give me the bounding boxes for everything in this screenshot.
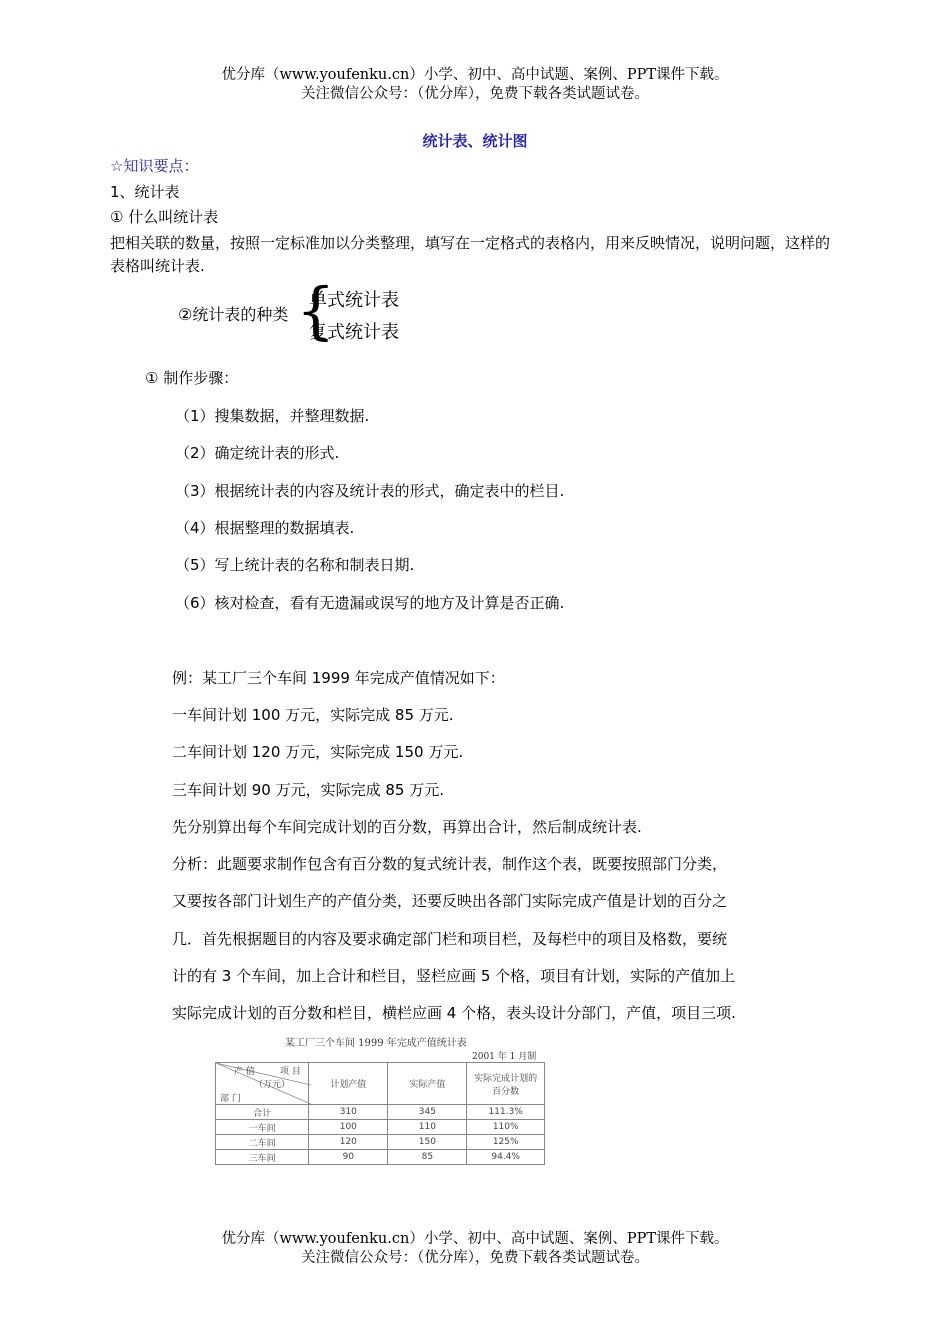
table-cell: 二车间 [216, 1135, 309, 1150]
table-cell: 111.3% [467, 1105, 545, 1120]
table-cell: 345 [388, 1105, 467, 1120]
step-item: （5）写上统计表的名称和制表日期. [175, 556, 415, 574]
table-caption: 某工厂三个车间 1999 年完成产值统计表 [285, 1038, 467, 1049]
statistics-table [215, 1062, 545, 1165]
analysis-line: 计的有 3 个车间，加上合计和栏目，竖栏应画 5 个格，项目有计划，实际的产值加上 [172, 967, 736, 985]
table-cell: 120 [309, 1135, 388, 1150]
footer-line-2: 关注微信公众号：（优分库），免费下载各类试题试卷。 [301, 1250, 649, 1266]
step-item: （2）确定统计表的形式. [175, 444, 340, 462]
page-title: 统计表、统计图 [422, 132, 528, 150]
table-header-row [216, 1063, 545, 1105]
step-item: （4）根据整理的数据填表. [175, 519, 355, 537]
analysis-line: 又要按各部门计划生产的产值分类，还要反映出各部门实际完成产值是计划的百分之 [172, 892, 728, 910]
example-line: 一车间计划 100 万元，实际完成 85 万元. [172, 706, 454, 724]
brace-symbol: { [296, 274, 336, 347]
table-cell: 100 [309, 1120, 388, 1135]
corner-label-department: 部 门 [220, 1094, 241, 1104]
table-row [216, 1120, 545, 1135]
table-row [216, 1135, 545, 1150]
table-cell: 310 [309, 1105, 388, 1120]
table-cell: 110 [388, 1120, 467, 1135]
header-line-1: 优分库（www.youfenku.cn）小学、初中、高中试题、案例、PPT课件下载。 [221, 67, 729, 83]
subheading-1: 1、统计表 [110, 183, 180, 201]
table-date: 2001 年 1 月制 [472, 1052, 537, 1062]
step-item: （3）根据统计表的内容及统计表的形式，确定表中的栏目. [175, 482, 565, 500]
table-cell: 94.4% [467, 1150, 545, 1165]
table-corner-cell [216, 1063, 309, 1105]
table-cell: 三车间 [216, 1150, 309, 1165]
table-cell: 合计 [216, 1105, 309, 1120]
column-header: 实际产值 [388, 1063, 467, 1105]
table-cell: 150 [388, 1135, 467, 1150]
analysis-line: 实际完成计划的百分数和栏目，横栏应画 4 个格，表头设计分部门，产值，项目三项. [172, 1004, 736, 1022]
kind-item-compound: 复式统计表 [309, 322, 399, 343]
table-row [216, 1150, 545, 1165]
example-line: 三车间计划 90 万元，实际完成 85 万元. [172, 781, 445, 799]
corner-label-item: 项 目 [280, 1067, 301, 1077]
header-line-2: 关注微信公众号：（优分库），免费下载各类试题试卷。 [301, 86, 649, 102]
corner-label-unit: （万元） [254, 1080, 291, 1090]
subheading-1a: ① 什么叫统计表 [110, 208, 219, 226]
example-line: 例：某工厂三个车间 1999 年完成产值情况如下： [172, 669, 505, 687]
column-header: 计划产值 [309, 1063, 388, 1105]
section-heading: ☆知识要点： [110, 157, 199, 175]
analysis-line: 几．首先根据题目的内容及要求确定部门栏和项目栏，及每栏中的项目及格数，要统 [172, 930, 728, 948]
example-line: 二车间计划 120 万元，实际完成 150 万元. [172, 743, 464, 761]
table-cell: 125% [467, 1135, 545, 1150]
table-cell: 85 [388, 1150, 467, 1165]
example-line: 先分别算出每个车间完成计划的百分数，再算出合计，然后制成统计表. [172, 818, 642, 836]
table-cell: 一车间 [216, 1120, 309, 1135]
table-cell: 110% [467, 1120, 545, 1135]
analysis-line: 分析：此题要求制作包含有百分数的复式统计表，制作这个表，既要按照部门分类， [172, 855, 728, 873]
step-item: （1）搜集数据，并整理数据. [175, 407, 370, 425]
steps-heading: ① 制作步骤： [145, 369, 239, 387]
corner-label-value: 产 值 [234, 1067, 255, 1077]
footer-line-1: 优分库（www.youfenku.cn）小学、初中、高中试题、案例、PPT课件下载。 [221, 1231, 729, 1247]
kinds-label: ②统计表的种类 [178, 305, 289, 324]
column-header: 实际完成计划的百分数 [467, 1063, 545, 1105]
definition-paragraph: 把相关联的数量，按照一定标准加以分类整理，填写在一定格式的表格内，用来反映情况，说明问题，这样的表格叫统计表. [110, 234, 831, 275]
step-item: （6）核对检查，看有无遗漏或误写的地方及计算是否正确. [175, 594, 565, 612]
kind-item-single: 单式统计表 [309, 290, 399, 311]
table-cell: 90 [309, 1150, 388, 1165]
table-row [216, 1105, 545, 1120]
